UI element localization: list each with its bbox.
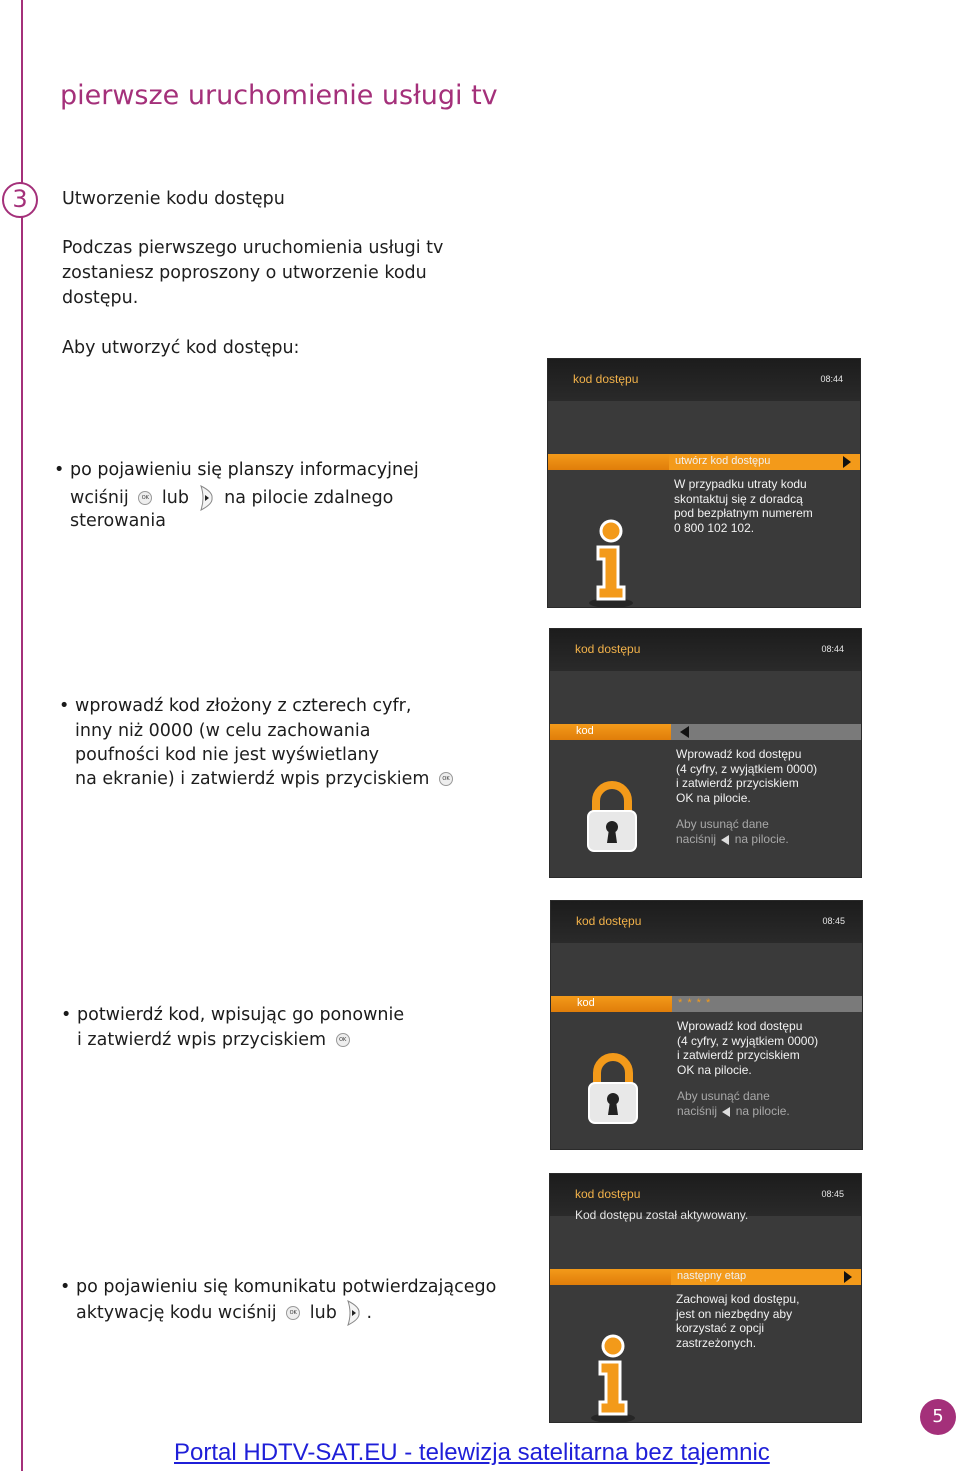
left-arrow-icon xyxy=(722,1107,730,1117)
screen-info-line: pod bezpłatnym numerem xyxy=(674,506,813,520)
screen-info-line: i zatwierdź przyciskiem xyxy=(677,1048,800,1062)
right-arrow-icon xyxy=(199,484,215,512)
delete-hint-line-2 xyxy=(676,832,789,847)
screen-info-line: skontaktuj się z doradcą xyxy=(674,491,803,506)
step-number-badge: 3 xyxy=(2,182,38,218)
step-2-confirm-text: na ekranie) i zatwierdź wpis przyciskiem xyxy=(75,769,430,789)
step-3-line-1: • potwierdź kod, wpisując go ponownie xyxy=(77,1003,404,1028)
lock-icon xyxy=(582,779,642,859)
delete-hint-line-1: Aby usunąć dane xyxy=(676,817,769,831)
screen-orange-band xyxy=(548,454,860,470)
delete-hint-line-1: Aby usunąć dane xyxy=(677,1089,770,1103)
right-arrow-icon xyxy=(844,1271,852,1283)
page-number-badge: 5 xyxy=(920,1399,956,1435)
footer-portal-link[interactable]: Portal HDTV-SAT.EU - telewizja satelitarna bez tajemnic xyxy=(174,1439,770,1466)
screen-time: 08:44 xyxy=(821,644,844,654)
intro-line-3: dostępu. xyxy=(62,288,139,308)
screen-message: Kod dostępu został aktywowany. xyxy=(575,1208,749,1222)
ok-button-icon: OK xyxy=(439,772,453,786)
screen-delete-hint xyxy=(676,817,789,847)
menu-option-next-step xyxy=(671,1269,861,1285)
screen-info-line: OK na pilocie. xyxy=(677,1062,752,1077)
menu-option-label: utwórz kod dostępu xyxy=(675,455,771,467)
step-4-line-1: • po pojawieniu się komunikatu potwierdzającego xyxy=(76,1275,496,1300)
delete-hint-press: naciśnij xyxy=(676,832,717,846)
info-icon xyxy=(586,519,636,608)
screen-info-line: jest on niezbędny aby xyxy=(676,1306,793,1321)
screen-header xyxy=(550,1174,861,1222)
page-title: pierwsze uruchomienie usługi tv xyxy=(60,80,498,111)
screen-info-text xyxy=(674,477,813,535)
screen-time: 08:44 xyxy=(820,374,843,384)
step-1-line-1: • po pojawieniu się planszy informacyjnej xyxy=(70,458,419,483)
step-4-line-2 xyxy=(76,1299,372,1327)
lock-icon xyxy=(583,1051,643,1131)
screen-orange-band xyxy=(551,996,862,1012)
step-4-period: . xyxy=(366,1303,373,1323)
tv-screen-code-activated xyxy=(549,1173,862,1423)
left-arrow-icon xyxy=(721,835,729,845)
screen-orange-band xyxy=(550,724,861,740)
step-2-line-1: • wprowadź kod złożony z czterech cyfr, xyxy=(75,694,411,719)
step-2-line-3: poufności kod nie jest wyświetlany xyxy=(75,745,379,765)
screen-title: kod dostępu xyxy=(575,1187,641,1201)
screen-title: kod dostępu xyxy=(576,914,642,928)
step-1-press-text: wciśnij xyxy=(70,488,129,508)
screen-delete-hint xyxy=(677,1089,790,1119)
screen-info-line: (4 cyfry, z wyjątkiem 0000) xyxy=(676,761,818,776)
delete-hint-line-2 xyxy=(677,1104,790,1119)
screen-info-line: i zatwierdź przyciskiem xyxy=(676,776,799,790)
intro-line-2: zostaniesz poproszony o utworzenie kodu xyxy=(62,263,427,283)
menu-option-label: następny etap xyxy=(677,1270,747,1282)
step-1-line-2 xyxy=(70,484,393,512)
screen-header xyxy=(548,359,860,401)
intro-line-1: Podczas pierwszego uruchomienia usługi tv xyxy=(62,238,444,258)
left-arrow-icon xyxy=(680,726,689,738)
tv-screen-enter-code xyxy=(549,628,862,878)
step-1-remote-text: na pilocie zdalnego xyxy=(224,488,394,508)
ok-button-icon: OK xyxy=(286,1306,300,1320)
ok-button-icon: OK xyxy=(138,491,152,505)
code-input-field xyxy=(672,996,862,1012)
screen-time: 08:45 xyxy=(822,916,845,926)
code-field-label: kod xyxy=(576,725,594,737)
menu-option-create-code xyxy=(669,454,860,470)
screen-info-line: zastrzeżonych. xyxy=(676,1335,757,1350)
screen-header xyxy=(551,901,862,943)
step-1-or-text: lub xyxy=(161,488,189,508)
screen-title: kod dostępu xyxy=(575,642,641,656)
screen-header xyxy=(550,629,861,671)
delete-hint-remote: na pilocie. xyxy=(734,832,789,846)
step-2-line-4 xyxy=(75,767,457,792)
screen-info-line: Zachowaj kod dostępu, xyxy=(676,1292,800,1306)
screen-info-line: 0 800 102 102. xyxy=(674,520,755,535)
screen-info-line: OK na pilocie. xyxy=(676,790,751,805)
masked-code: * * * * xyxy=(678,997,712,1009)
screen-info-line: Wprowadź kod dostępu xyxy=(677,1019,803,1033)
code-input-field xyxy=(671,724,861,740)
screen-info-text xyxy=(676,1292,799,1350)
delete-hint-press: naciśnij xyxy=(677,1104,718,1118)
right-arrow-icon xyxy=(843,456,851,468)
screen-info-line: korzystać z opcji xyxy=(676,1321,765,1335)
screen-info-line: Wprowadź kod dostępu xyxy=(676,747,802,761)
tv-screen-confirm-code xyxy=(550,900,863,1150)
right-arrow-icon xyxy=(346,1299,362,1327)
screen-info-text xyxy=(676,747,817,805)
info-icon xyxy=(588,1334,638,1423)
step-1-line-3: sterowania xyxy=(70,511,166,531)
tv-screen-create-code xyxy=(547,358,861,608)
ok-button-icon: OK xyxy=(336,1033,350,1047)
step-3-line-2 xyxy=(77,1028,354,1053)
step-4-or-text: lub xyxy=(309,1303,337,1323)
step-title: Utworzenie kodu dostępu xyxy=(62,189,285,209)
screen-title: kod dostępu xyxy=(573,372,639,386)
screen-time: 08:45 xyxy=(821,1189,844,1199)
screen-info-line: W przypadku utraty kodu xyxy=(674,477,807,491)
step-2-line-2: inny niż 0000 (w celu zachowania xyxy=(75,721,371,741)
how-to-heading: Aby utworzyć kod dostępu: xyxy=(62,338,300,358)
screen-info-line: (4 cyfry, z wyjątkiem 0000) xyxy=(677,1033,819,1048)
step-3-confirm-text: i zatwierdź wpis przyciskiem xyxy=(77,1030,327,1050)
margin-line xyxy=(21,0,23,1471)
screen-orange-band xyxy=(550,1269,861,1285)
code-field-label: kod xyxy=(577,997,595,1009)
screen-info-text xyxy=(677,1019,818,1077)
delete-hint-remote: na pilocie. xyxy=(735,1104,790,1118)
step-4-press-text: aktywację kodu wciśnij xyxy=(76,1303,277,1323)
